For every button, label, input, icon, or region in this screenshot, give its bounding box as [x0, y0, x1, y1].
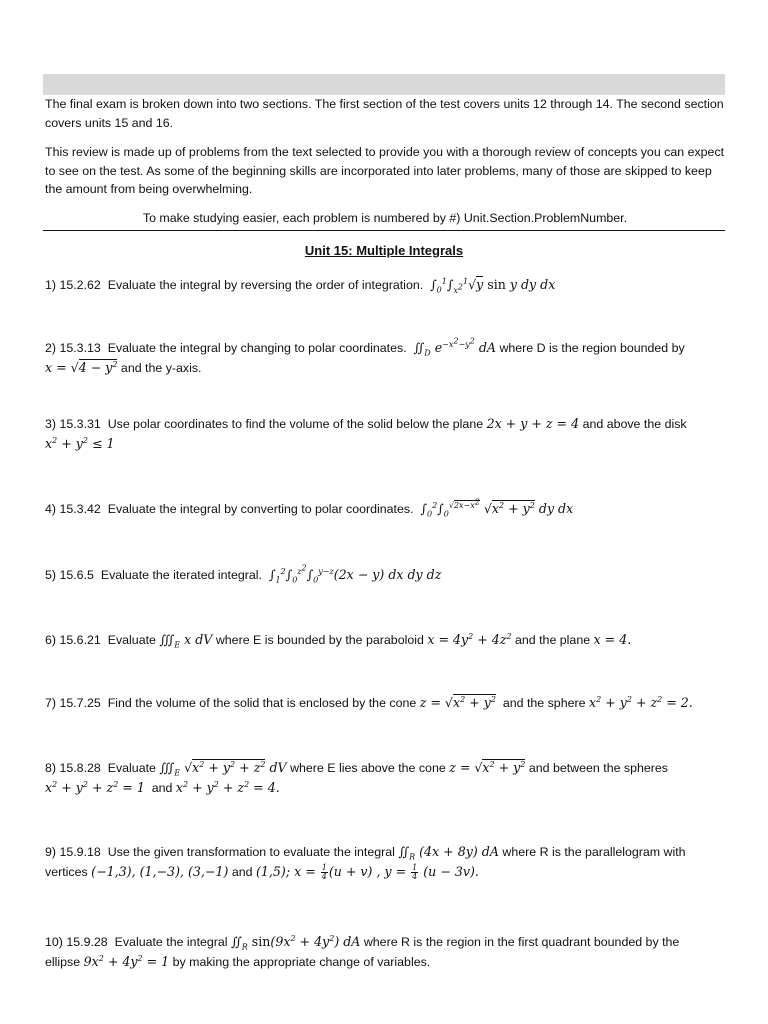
problem-7-label: 7) 15.7.25 [45, 696, 101, 710]
problem-7 [45, 693, 725, 713]
problem-8-label: 8) 15.8.28 [45, 761, 101, 775]
problem-8-sphere-2: $x^2 + y^2 + z^2 = 4$. [175, 779, 280, 795]
problem-6-text: Evaluate [107, 633, 156, 647]
problem-3-disk: $x^2 + y^2 \le 1$ [45, 435, 115, 451]
problem-5-math: $\int_1^2\int_0^{z^2}\int_0^{y-z}(2x - y)$ dx dy dz [268, 563, 442, 585]
problem-10-tail: where R is the region in the first quadrant bounded by the [363, 935, 680, 949]
problem-3-tail: and above the disk [582, 417, 687, 431]
problem-2-math: $∬_D$ $e^{-x^2-y^2}$ dA [413, 336, 496, 358]
problem-8-text: Evaluate [107, 761, 156, 775]
problem-4 [45, 499, 725, 519]
problem-5 [45, 565, 725, 585]
numbering-note: To make studying easier, each problem is numbered by #) Unit.Section.ProblemNumber. [142, 211, 628, 225]
intro-paragraph-2: This review is made up of problems from the text selected to provide you with a thorough review of concepts you can expect to see on the test. As some of the beginning skills are incorporated into later problems, many of those are skipped to keep the amount from being overwhelming. [45, 145, 725, 196]
problem-2-text: Evaluate the integral by changing to polar coordinates. [107, 341, 407, 355]
problem-1 [45, 275, 725, 295]
problem-8 [45, 758, 725, 798]
problem-4-text: Evaluate the integral by converting to polar coordinates. [107, 502, 414, 516]
problem-9-tail: where R is the parallelogram with [502, 845, 686, 859]
problem-2 [45, 338, 725, 378]
problem-10-line2b: by making the appropriate change of variables. [172, 955, 431, 969]
problem-5-label: 5) 15.6.5 [45, 568, 94, 582]
problem-9-label: 9) 15.9.18 [45, 845, 101, 859]
problem-10-ellipse: $9x^2 + 4y^2 = 1$ [83, 953, 170, 969]
problem-9-text: Use the given transformation to evaluate the integral [107, 845, 395, 859]
problem-10-label: 10) 15.9.28 [45, 935, 108, 949]
problem-3-text: Use polar coordinates to find the volume of the solid below the plane [107, 417, 484, 431]
problem-6-mid: where E is bounded by the paraboloid [215, 633, 424, 647]
problem-6-label: 6) 15.6.21 [45, 633, 101, 647]
problem-8-mid: where E lies above the cone [290, 761, 446, 775]
problem-3 [45, 414, 725, 454]
problem-2-label: 2) 15.3.13 [45, 341, 101, 355]
problem-9 [45, 842, 725, 882]
problem-8-line2: and [151, 781, 173, 795]
problem-8-math: $∭_E$ $√x^2 + y^2 + z^2$ dV [159, 759, 287, 778]
problem-7-cone: $z = √x^2 + y^2$ [419, 694, 496, 710]
problem-1-text: Evaluate the integral by reversing the order of integration. [107, 278, 424, 292]
problem-6-plane: x = 4. [593, 632, 632, 647]
problem-7-tail: and the sphere [502, 696, 586, 710]
problem-9-vertices: (−1,3), (1,−3), (3,−1) [91, 864, 229, 879]
problem-9-line2b: and [231, 865, 253, 879]
problem-2-boundary: $x = √4 - y^2$ [45, 359, 118, 375]
problem-10 [45, 932, 725, 972]
problem-10-text: Evaluate the integral [114, 935, 228, 949]
problem-3-plane: 2x + y + z = 4 [486, 416, 580, 431]
problem-4-label: 4) 15.3.42 [45, 502, 101, 516]
problem-9-line2a: vertices [45, 865, 88, 879]
section-divider [43, 230, 725, 231]
problem-6-math: $∭_E$ x dV [159, 632, 213, 650]
problem-6-tail: and the plane [515, 633, 591, 647]
problem-4-math: $\int_0^2\int_0^{√2x-x^2}$ $√x^2 + y^2$ dy dx [420, 497, 574, 519]
problem-10-math: $∬_R$ $\sin(9x^2 + 4y^2)$ dA [231, 933, 361, 952]
problem-8-sphere-1: $x^2 + y^2 + z^2 = 1$ [45, 779, 145, 795]
problem-6-paraboloid: $x = 4y^2 + 4z^2$ [427, 631, 512, 647]
problem-8-cone: $z = √x^2 + y^2$ [449, 759, 526, 775]
unit-title: Unit 15: Multiple Integrals [304, 243, 464, 258]
problem-2-tail: where D is the region bounded by [499, 341, 685, 355]
problem-3-label: 3) 15.3.31 [45, 417, 101, 431]
problem-1-math: $\int_0^1\int_{x^2}^1√y$ sin y dy dx [430, 276, 556, 295]
problem-10-line2a: ellipse [45, 955, 81, 969]
problem-7-text: Find the volume of the solid that is enclosed by the cone [107, 696, 417, 710]
intro-paragraph-1: The final exam is broken down into two sections. The first section of the test covers units 12 through 14. The second section covers units 15 and 16. [45, 97, 724, 130]
problem-8-tail: and between the spheres [528, 761, 668, 775]
header-bar [43, 74, 725, 95]
problem-9-transformation: (1,5); x = $\frac{1}{4}$ (u + v) , y = $\frac{1}{4}$ (u − 3v). [255, 863, 479, 881]
problem-9-math: $∬_R$ (4x + 8y) dA [398, 844, 499, 862]
problem-2-line2: and the y-axis. [120, 361, 202, 375]
problem-1-label: 1) 15.2.62 [45, 278, 101, 292]
problem-5-text: Evaluate the iterated integral. [100, 568, 262, 582]
problem-7-sphere: $x^2 + y^2 + z^2 = 2$. [588, 694, 693, 710]
problem-6 [45, 630, 725, 650]
